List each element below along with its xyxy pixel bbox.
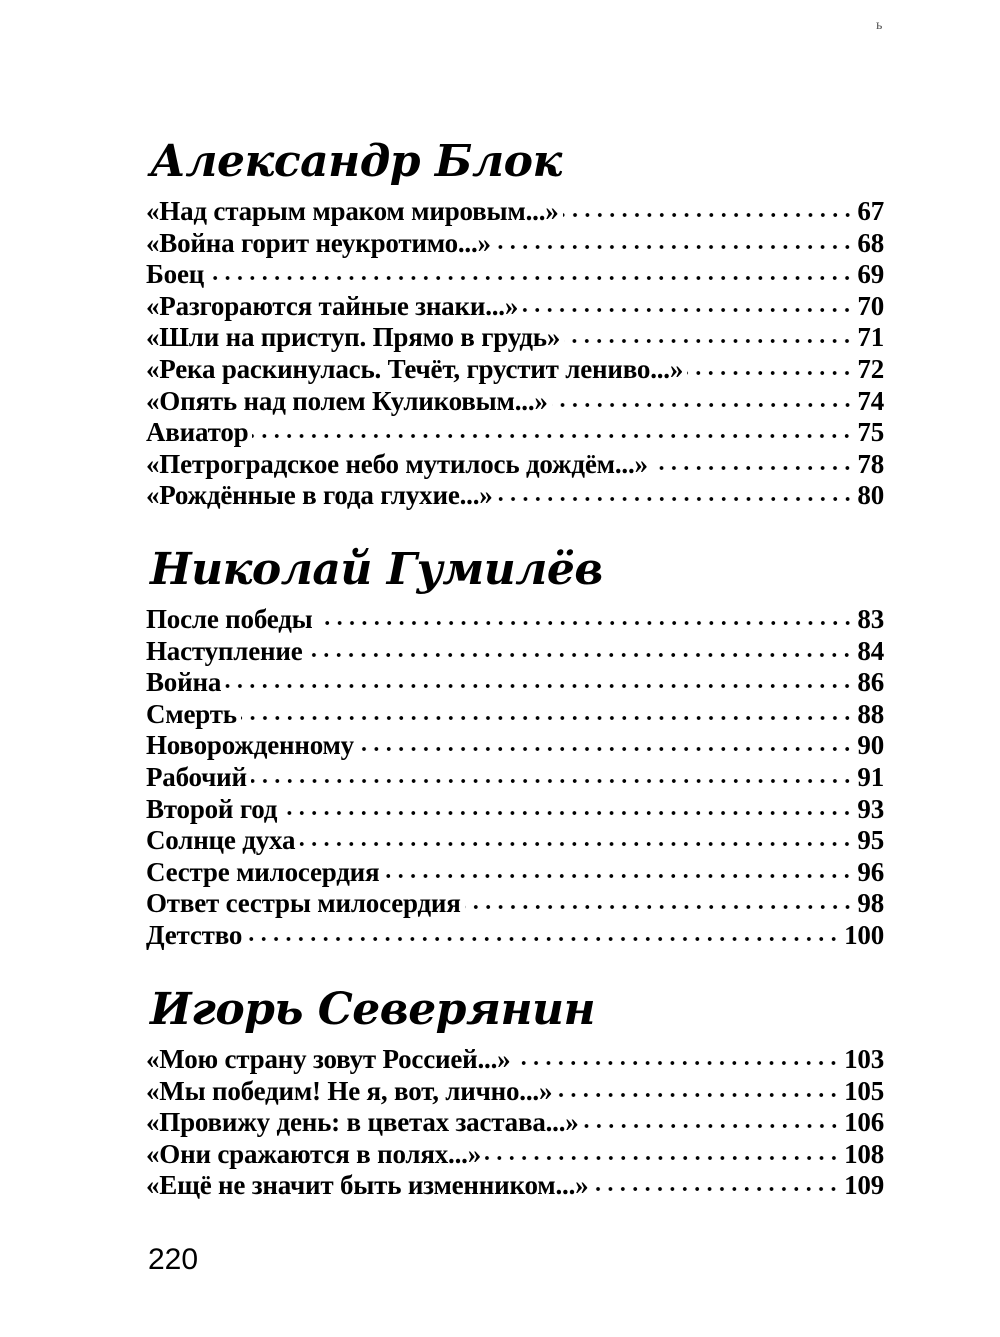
dot-leader <box>563 200 854 226</box>
toc-entry[interactable] <box>146 1105 884 1137</box>
toc-entry-page: 90 <box>857 730 884 761</box>
toc-entry-title: Смерть <box>146 698 237 729</box>
toc-entry-title: «Мою страну зовут Россией...» <box>146 1044 511 1074</box>
toc-entry-page: 88 <box>857 698 884 729</box>
toc-entry-title: Ответ сестры милосердия <box>146 888 461 919</box>
toc-entry-page: 72 <box>857 353 884 384</box>
dot-leader <box>208 263 853 289</box>
dot-leader <box>652 453 854 479</box>
toc-section-blok <box>146 130 884 510</box>
toc-entry-page: 98 <box>857 888 884 919</box>
toc-entry-title: Детство <box>146 919 243 950</box>
dot-leader <box>556 1080 840 1106</box>
toc-entry-title: «Разгораются тайные знаки...» <box>146 290 519 321</box>
toc-entry-page: 75 <box>857 417 884 448</box>
toc-entry[interactable] <box>146 602 884 634</box>
toc-entry-page: 100 <box>844 919 884 950</box>
toc-entry[interactable] <box>146 918 884 950</box>
toc-entry-title: «Война горит неукротимо...» <box>146 227 491 258</box>
toc-entry-page: 86 <box>857 667 884 698</box>
toc-entry-title: Авиатор <box>146 417 249 448</box>
toc-entry[interactable] <box>146 194 884 226</box>
toc-entry[interactable] <box>146 478 884 510</box>
toc-entry[interactable] <box>146 257 884 289</box>
dot-leader <box>583 1111 841 1137</box>
toc-entry[interactable] <box>146 886 884 918</box>
toc-entry[interactable] <box>146 447 884 479</box>
author-heading: Николай Гумилёв <box>150 544 603 595</box>
toc-entry-title: «Шли на приступ. Прямо в грудь» <box>146 322 561 353</box>
toc-entry-page: 93 <box>857 793 884 824</box>
toc-entry-title: Солнце духа <box>146 825 296 856</box>
page-number: 220 <box>148 1243 199 1276</box>
dot-leader <box>225 671 853 697</box>
toc-entry[interactable] <box>146 226 884 258</box>
toc-entry-title: «Ещё не значит быть изменником...» <box>146 1170 589 1201</box>
toc-entry-title: «Опять над полем Куликовым...» <box>146 385 548 416</box>
dot-leader <box>485 1143 840 1169</box>
toc-entry-page: 71 <box>857 322 884 353</box>
toc-entry-page: 95 <box>857 825 884 856</box>
dot-leader <box>514 1048 840 1074</box>
toc-entry[interactable] <box>146 792 884 824</box>
toc-entry-title: Боец <box>146 259 205 290</box>
toc-entry-page: 67 <box>857 196 884 226</box>
toc-entry-title: После победы <box>146 604 313 634</box>
dot-leader <box>241 703 854 729</box>
toc-entry[interactable] <box>146 352 884 384</box>
toc-entry-title: Новорожденному <box>146 730 354 761</box>
toc-entry-page: 91 <box>857 761 884 792</box>
dot-leader <box>317 608 854 634</box>
toc-entry-title: Война <box>146 667 222 698</box>
author-heading: Игорь Северянин <box>150 984 596 1035</box>
toc-entry[interactable] <box>146 823 884 855</box>
toc-entry[interactable] <box>146 1137 884 1169</box>
toc-list <box>146 602 884 950</box>
dot-leader <box>495 232 854 258</box>
toc-entry-title: Наступление <box>146 635 303 666</box>
toc-entry-title: «Рождённые в года глухие...» <box>146 480 493 511</box>
toc-entry-page: 108 <box>844 1138 884 1169</box>
toc-entry[interactable] <box>146 320 884 352</box>
dot-leader <box>281 798 853 824</box>
toc-entry[interactable] <box>146 1168 884 1200</box>
dot-leader <box>497 484 854 510</box>
toc-entry-title: «Петроградское небо мутилось дождём...» <box>146 448 648 479</box>
toc-entry-title: «Провижу день: в цветах застава...» <box>146 1107 579 1138</box>
toc-entry-page: 69 <box>857 259 884 290</box>
toc-section-gumilev <box>146 538 884 950</box>
toc-entry[interactable] <box>146 855 884 887</box>
toc-entry-page: 96 <box>857 856 884 887</box>
toc-entry[interactable] <box>146 634 884 666</box>
dot-leader <box>592 1174 840 1200</box>
toc-entry-page: 74 <box>857 385 884 416</box>
toc-section-severyanin <box>146 978 884 1200</box>
dot-leader <box>552 390 854 416</box>
dot-leader <box>383 861 853 887</box>
corner-mark: ь <box>876 18 883 33</box>
toc-entry-title: Сестре милосердия <box>146 856 380 887</box>
toc-entry-title: «Над старым мраком мировым...» <box>146 196 559 226</box>
toc-list <box>146 1042 884 1200</box>
toc-entry-page: 103 <box>844 1044 884 1074</box>
toc-entry-page: 106 <box>844 1107 884 1138</box>
toc-entry[interactable] <box>146 415 884 447</box>
toc-list <box>146 194 884 510</box>
toc-entry-title: «Мы победим! Не я, вот, лично...» <box>146 1075 553 1106</box>
dot-leader <box>522 295 853 321</box>
dot-leader <box>251 766 854 792</box>
dot-leader <box>299 829 853 855</box>
toc-entry[interactable] <box>146 1042 884 1074</box>
dot-leader <box>465 892 854 918</box>
toc-entry-title: Рабочий <box>146 761 247 792</box>
dot-leader <box>252 421 853 447</box>
toc-entry-title: «Они сражаются в полях...» <box>146 1138 481 1169</box>
dot-leader <box>246 924 840 950</box>
toc-entry-page: 68 <box>857 227 884 258</box>
author-heading: Александр Блок <box>150 136 562 187</box>
toc-entry-page: 78 <box>857 448 884 479</box>
dot-leader <box>687 358 853 384</box>
dot-leader <box>358 734 853 760</box>
toc-entry[interactable] <box>146 760 884 792</box>
toc-entry-title: Второй год <box>146 793 278 824</box>
toc-entry[interactable] <box>146 384 884 416</box>
toc-entry-page: 109 <box>844 1170 884 1201</box>
toc-entry[interactable] <box>146 1074 884 1106</box>
dot-leader <box>564 326 853 352</box>
toc-entry-page: 84 <box>857 635 884 666</box>
toc-entry-page: 83 <box>857 604 884 634</box>
toc-entry-page: 105 <box>844 1075 884 1106</box>
dot-leader <box>306 640 853 666</box>
toc-entry[interactable] <box>146 728 884 760</box>
toc-entry[interactable] <box>146 697 884 729</box>
toc-entry[interactable] <box>146 665 884 697</box>
toc-entry-page: 70 <box>857 290 884 321</box>
toc-entry[interactable] <box>146 289 884 321</box>
toc-entry-page: 80 <box>857 480 884 511</box>
toc-entry-title: «Река раскинулась. Течёт, грустит лениво...» <box>146 353 684 384</box>
